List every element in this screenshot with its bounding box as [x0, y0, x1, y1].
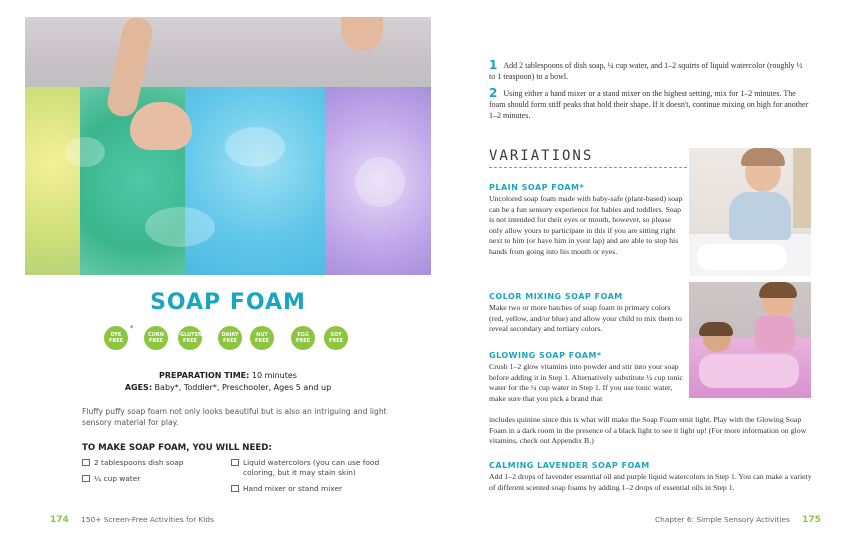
right-page — [426, 0, 852, 551]
material-item: Liquid watercolors (you can use food coloring, but it may stain skin) — [231, 458, 391, 478]
prep-info — [25, 370, 431, 394]
variation-text-glowing: Crush 1–2 glow vitamins into powder and stir into your soap before adding it in Step 1. Alternatively substitute ¼ cup tonic water for the ¼ cup water in Step 1. If you use tonic water, make sure that you pick a brand that — [489, 362, 684, 403]
variation-text-plain: Uncolored soap foam made with baby-safe (plant-based) soap can be a fun sensory experience for babies and toddlers. Soap is not intended for their eyes or mouth, however, so please only allow yours to participate in this if you are sitting right next to him (or have him in your lap) and are able to stop his hands from going into his mouth or eyes. — [489, 194, 683, 256]
checkbox-icon — [231, 485, 239, 492]
running-title-right: Chapter 6: Simple Sensory Activities — [655, 515, 790, 524]
variation-title-color-mixing: COLOR MIXING SOAP FOAM — [489, 292, 623, 301]
badge-dairy-free: DAIRY FREE — [218, 326, 242, 350]
step-2: 2 Using either a hand mixer or a stand mixer on the highest setting, mix for 1–2 minutes. The foam should form stiff peaks that hold their shape. If it doesn't, continue mixing on high for another 1–2 minutes. — [489, 86, 809, 120]
badge-gluten-free: GLUTEN FREE — [178, 326, 202, 350]
variations-heading: VARIATIONS — [489, 148, 594, 164]
activity-title: SOAP FOAM — [150, 290, 306, 315]
left-footer — [50, 515, 214, 525]
materials-column-1 — [82, 458, 222, 490]
right-footer — [655, 515, 821, 525]
materials-column-2 — [231, 458, 391, 500]
badge-corn-free: CORN FREE — [144, 326, 168, 350]
variation-text-lavender: Add 1–2 drops of lavender essential oil and purple liquid watercolors in Step 1. You can make a variety of different scented soap foams by adding 1–2 drops of essential oils in Step 1. — [489, 472, 812, 492]
badge-asterisk: * — [130, 324, 134, 332]
materials-heading: TO MAKE SOAP FOAM, YOU WILL NEED: — [82, 443, 272, 453]
checkbox-icon — [82, 459, 90, 466]
variation-title-glowing: GLOWING SOAP FOAM* — [489, 351, 602, 360]
intro-text: Fluffy puffy soap foam not only looks beautiful but is also an intriguing and light sensory material for play. — [82, 407, 387, 427]
material-item: ¼ cup water — [82, 474, 222, 484]
checkbox-icon — [82, 475, 90, 482]
baby-with-foam-photo — [689, 148, 811, 276]
material-item: Hand mixer or stand mixer — [231, 484, 391, 494]
page-number-right: 175 — [802, 515, 821, 525]
variations-divider — [489, 167, 687, 168]
page-number-left: 174 — [50, 515, 69, 525]
step-1: 1 Add 2 tablespoons of dish soap, ¼ cup water, and 1–2 squirts of liquid watercolor (roughly ½ to 1 teaspoon) to a bowl. — [489, 58, 803, 81]
running-title-left: 150+ Screen-Free Activities for Kids — [81, 515, 214, 524]
allergen-badges — [104, 326, 364, 352]
children-mixing-foam-photo — [689, 282, 811, 398]
variation-text-color-mixing: Make two or more batches of soap foam in primary colors (red, yellow, and/or blue) and allow your child to mix them to reveal secondary and tertiary colors. — [489, 303, 682, 334]
badge-dye-free: DYE FREE — [104, 326, 128, 350]
variation-title-lavender: CALMING LAVENDER SOAP FOAM — [489, 461, 650, 470]
variation-title-plain: PLAIN SOAP FOAM* — [489, 183, 585, 192]
ages-value: Baby*, Toddler*, Preschooler, Ages 5 and up — [152, 383, 332, 392]
checkbox-icon — [231, 459, 239, 466]
child-hand — [130, 102, 192, 150]
prep-time-label: PREPARATION TIME: — [159, 371, 250, 380]
prep-time-value: 10 minutes — [249, 371, 297, 380]
material-item: 2 tablespoons dish soap — [82, 458, 222, 468]
variation-text-glowing-continued: includes quinine since this is what will make the Soap Foam emit light. Play with the Glowing Soap Foam in a dark room in the presence of a black light to see it light up! (For more information on glow vitamins, check out Appendix B.) — [489, 415, 807, 446]
ages-label: AGES: — [124, 383, 153, 392]
badge-nut-free: NUT FREE — [250, 326, 274, 350]
badge-soy-free: SOY FREE — [324, 326, 348, 350]
badge-egg-free: EGG FREE — [291, 326, 315, 350]
soap-foam-photo — [25, 17, 431, 275]
instruction-steps — [489, 60, 809, 127]
